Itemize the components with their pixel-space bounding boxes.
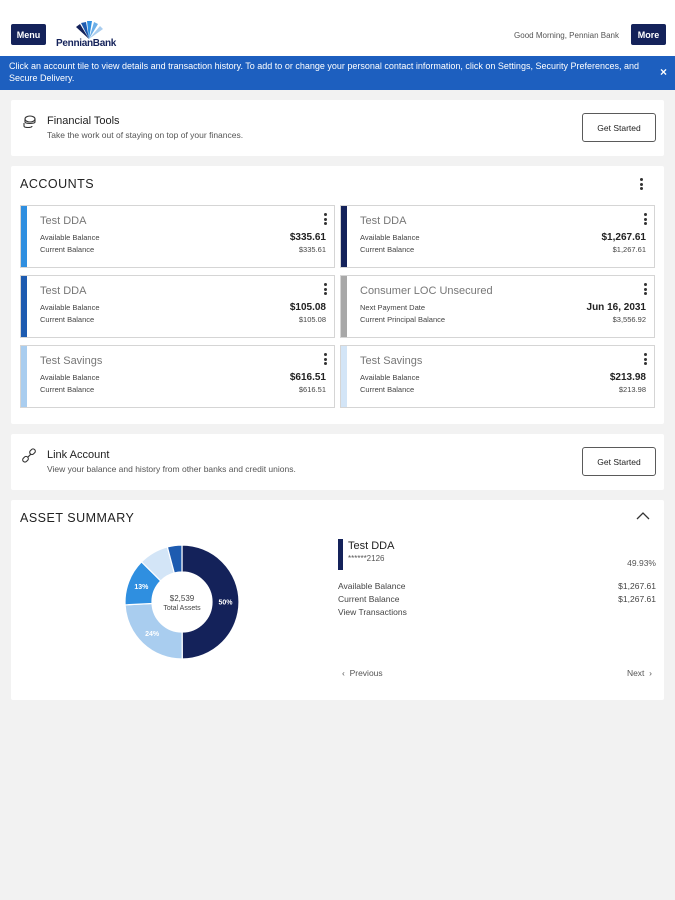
- account-label-1: Next Payment Date: [360, 303, 426, 312]
- account-name: Test DDA: [40, 215, 87, 227]
- total-assets-value: $2,539: [169, 594, 195, 603]
- account-label-2: Current Balance: [40, 245, 95, 254]
- tile-more-icon[interactable]: [319, 351, 331, 367]
- asset-summary-title: ASSET SUMMARY: [20, 511, 135, 525]
- chevron-up-icon[interactable]: [636, 511, 650, 521]
- tile-more-icon[interactable]: [639, 351, 651, 367]
- account-value-2: $616.51: [298, 385, 326, 394]
- current-balance-label: Current Balance: [338, 594, 400, 604]
- account-value-2: $1,267.61: [612, 245, 646, 254]
- tile-more-icon[interactable]: [319, 211, 331, 227]
- donut-segment-label: 13%: [134, 583, 149, 591]
- account-label-1: Available Balance: [360, 233, 420, 242]
- donut-segment-label: 24%: [145, 631, 160, 639]
- tile-color-bar: [21, 346, 27, 407]
- chevron-right-icon: ›: [649, 668, 652, 678]
- previous-label: Previous: [349, 668, 383, 678]
- account-value-2: $3,556.92: [612, 315, 646, 324]
- link-account-title: Link Account: [47, 449, 110, 461]
- account-tile[interactable]: [20, 275, 335, 338]
- current-balance-value: $1,267.61: [618, 594, 656, 604]
- view-transactions-link[interactable]: View Transactions: [338, 607, 407, 617]
- total-assets-label: Total Assets: [163, 605, 201, 612]
- account-value-1: $213.98: [609, 372, 646, 383]
- account-label-2: Current Principal Balance: [360, 315, 446, 324]
- financial-tools-title: Financial Tools: [47, 115, 120, 127]
- accounts-more-icon[interactable]: [635, 176, 647, 192]
- logo-text: PennianBank: [56, 38, 117, 49]
- menu-button[interactable]: Menu: [11, 24, 46, 45]
- account-tile[interactable]: [340, 275, 655, 338]
- account-value-1: $335.61: [289, 232, 326, 243]
- more-button[interactable]: More: [631, 24, 666, 45]
- tile-more-icon[interactable]: [319, 281, 331, 297]
- tile-color-bar: [341, 206, 347, 267]
- account-tile[interactable]: [20, 205, 335, 268]
- banner-text: Click an account tile to view details and transaction history. To add to or change your personal contact information, click on Settings, Security Preferences, and Secure Delivery.: [9, 61, 639, 83]
- tile-color-bar: [21, 276, 27, 337]
- link-account-get-started-button[interactable]: Get Started: [582, 447, 656, 476]
- coins-icon: [21, 114, 37, 130]
- account-name: Test Savings: [40, 355, 103, 367]
- next-button[interactable]: [627, 668, 652, 678]
- account-name: Test DDA: [40, 285, 87, 297]
- account-name: Consumer LOC Unsecured: [360, 285, 493, 297]
- top-bar: [0, 0, 675, 56]
- close-icon[interactable]: ×: [659, 65, 667, 79]
- account-value-1: $616.51: [289, 372, 326, 383]
- account-label-2: Current Balance: [40, 385, 95, 394]
- account-tile[interactable]: [340, 345, 655, 408]
- link-account-card: [11, 434, 664, 490]
- financial-tools-card: [11, 100, 664, 156]
- account-value-1: $1,267.61: [601, 232, 646, 243]
- tile-more-icon[interactable]: [639, 211, 651, 227]
- accounts-card: [11, 166, 664, 424]
- account-label-1: Available Balance: [40, 233, 100, 242]
- account-value-2: $335.61: [298, 245, 326, 254]
- chevron-left-icon: ‹: [342, 668, 345, 678]
- account-label-2: Current Balance: [360, 245, 415, 254]
- account-value-2: $213.98: [618, 385, 646, 394]
- selected-account-color-bar: [338, 539, 343, 570]
- account-value-1: Jun 16, 2031: [586, 302, 646, 313]
- account-value-2: $105.08: [298, 315, 326, 324]
- account-tile[interactable]: [20, 345, 335, 408]
- financial-tools-get-started-button[interactable]: Get Started: [582, 113, 656, 142]
- link-icon: [21, 448, 37, 464]
- account-tile[interactable]: [340, 205, 655, 268]
- account-value-1: $105.08: [289, 302, 326, 313]
- selected-account-name: Test DDA: [348, 540, 395, 552]
- tile-color-bar: [341, 276, 347, 337]
- account-label-1: Available Balance: [40, 303, 100, 312]
- tile-color-bar: [341, 346, 347, 407]
- tile-color-bar: [21, 206, 27, 267]
- previous-button[interactable]: [342, 668, 383, 678]
- available-balance-label: Available Balance: [338, 581, 406, 591]
- greeting-text: Good Morning, Pennian Bank: [514, 31, 619, 40]
- donut-segment-label: 50%: [218, 599, 233, 607]
- accounts-title: ACCOUNTS: [20, 177, 95, 191]
- next-label: Next: [626, 668, 645, 678]
- selected-account-percent: 49.93%: [627, 558, 656, 568]
- tile-more-icon[interactable]: [639, 281, 651, 297]
- account-label-2: Current Balance: [360, 385, 415, 394]
- available-balance-value: $1,267.61: [618, 581, 656, 591]
- account-label-2: Current Balance: [40, 315, 95, 324]
- account-name: Test Savings: [360, 355, 423, 367]
- asset-summary-card: [11, 500, 664, 700]
- account-label-1: Available Balance: [360, 373, 420, 382]
- selected-account-number: ******2126: [348, 554, 385, 563]
- link-account-description: View your balance and history from other banks and credit unions.: [47, 464, 296, 474]
- account-label-1: Available Balance: [40, 373, 100, 382]
- info-banner: [0, 56, 675, 90]
- financial-tools-description: Take the work out of staying on top of your finances.: [47, 130, 244, 140]
- account-name: Test DDA: [360, 215, 407, 227]
